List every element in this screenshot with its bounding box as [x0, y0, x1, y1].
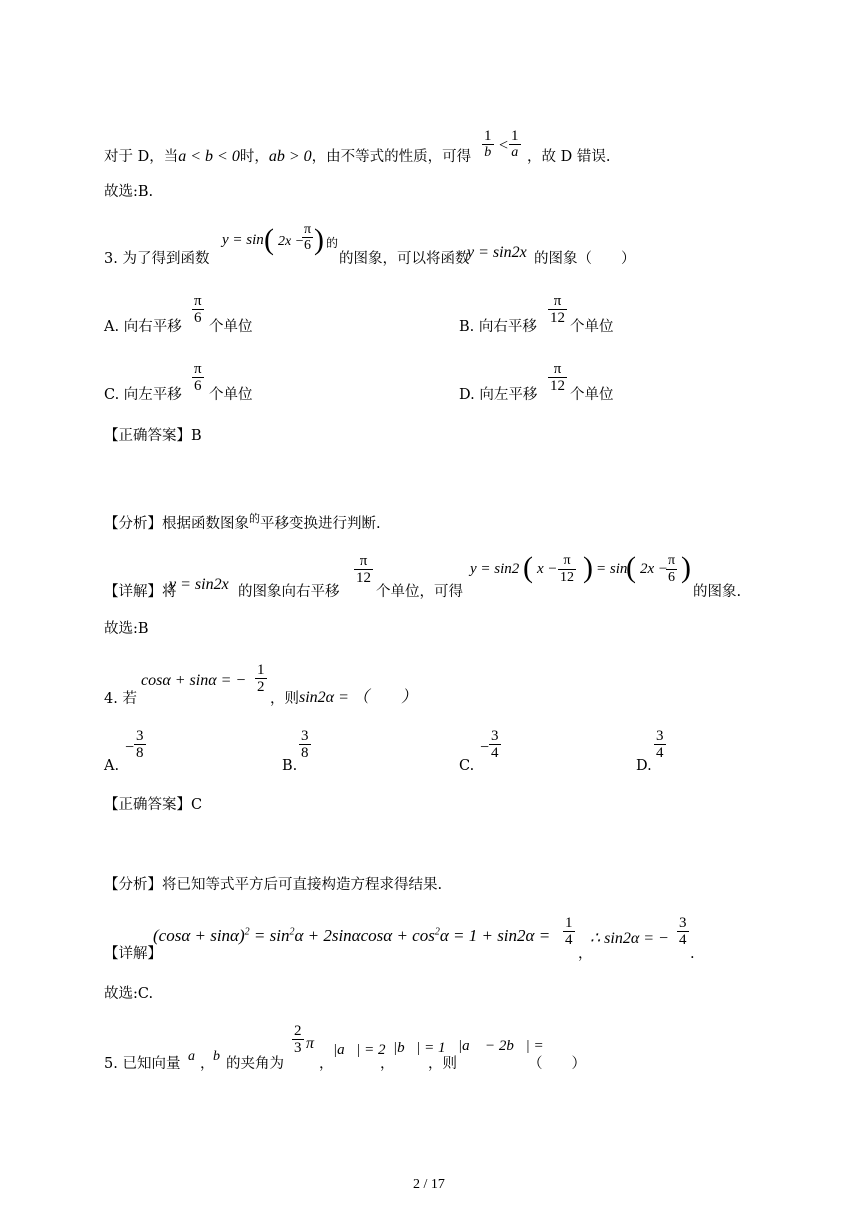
- fraction-1-over-a: 1 a: [511, 128, 519, 160]
- q4-option-d[interactable]: D.: [636, 758, 652, 774]
- formula: ∴ sin2α = −: [590, 930, 669, 947]
- text: 个单位: [570, 387, 614, 403]
- norm-a: |a⃗| = 2: [333, 1042, 386, 1058]
- page-number: 2 / 17: [413, 1177, 445, 1192]
- fraction-3-4: 3 4: [679, 915, 687, 948]
- formula: = sin: [596, 561, 628, 577]
- formula: y = sin2x: [169, 576, 229, 593]
- vector-a: a⃗: [188, 1049, 206, 1064]
- text: ，则: [428, 1056, 457, 1072]
- q3-option-d[interactable]: D. 向左平移: [459, 387, 538, 403]
- text: 个单位: [209, 387, 253, 403]
- text: 的图象（ ）: [534, 251, 636, 267]
- fraction: 3 8: [301, 728, 309, 761]
- text: .: [690, 946, 695, 962]
- q4-option-c[interactable]: C.: [459, 758, 475, 774]
- minus: −: [125, 739, 135, 756]
- text: ，故 D 错误.: [527, 149, 611, 165]
- paren-right: ): [583, 551, 593, 584]
- text: 的夹角为: [226, 1056, 284, 1072]
- q3-answer: 【正确答案】B: [104, 428, 202, 444]
- q3-detail: 【详解】将: [104, 584, 177, 600]
- pi: π: [306, 1035, 315, 1052]
- text: ，: [578, 946, 593, 962]
- text: 的图象，可以将函数: [339, 251, 470, 267]
- text: ，: [200, 1056, 215, 1072]
- formula: sin2α = （ ）: [299, 689, 417, 706]
- q3-option-b[interactable]: B. 向右平移: [459, 319, 537, 335]
- text: 个单位: [209, 319, 253, 335]
- math: a < b < 0: [178, 148, 240, 165]
- formula: cosα + sinα = −: [141, 672, 247, 689]
- vector-b: b⃗: [213, 1049, 231, 1064]
- math: ab > 0: [268, 148, 312, 165]
- fraction-1-over-b: 1 b: [484, 128, 492, 160]
- less-than: <: [499, 137, 509, 154]
- fraction: π 6: [194, 361, 202, 394]
- formula: y = sin: [222, 232, 264, 248]
- text: 的图象.: [693, 584, 742, 600]
- text: 时，: [239, 149, 269, 165]
- text: ，则: [270, 691, 299, 707]
- text: 的: [326, 236, 339, 250]
- paren-left: (: [264, 223, 274, 256]
- q4-detail-tag: 【详解】: [104, 946, 162, 962]
- choose-line: 故选:B: [104, 621, 149, 637]
- q3-stem: 3. 为了得到函数: [104, 251, 210, 267]
- fraction-pi-12: π 12: [356, 553, 371, 586]
- formula: y = sin2x: [467, 244, 527, 261]
- paren-right: ): [314, 223, 324, 256]
- fraction-pi-6: π 6: [668, 553, 676, 585]
- text: （ ）: [528, 1056, 586, 1072]
- text: ，由不等式的性质，可得: [311, 149, 472, 165]
- fraction: 3 8: [136, 728, 144, 761]
- text: 个单位: [570, 319, 614, 335]
- q3-analysis: 【分析】根据函数图象$^的$平移变换进行判断.: [104, 512, 381, 532]
- q4-option-b[interactable]: B.: [282, 758, 298, 774]
- minus: −: [480, 739, 490, 756]
- text: 对于 D，当: [104, 149, 179, 165]
- formula: y = sin2: [470, 561, 520, 577]
- formula: 2x −: [278, 234, 305, 249]
- text: 的图象向右平移: [238, 584, 340, 600]
- paren-left: (: [626, 551, 636, 584]
- choose-line: 故选:B.: [104, 184, 154, 200]
- option-d-reasoning: [104, 148, 471, 166]
- fraction: π 12: [550, 361, 565, 394]
- norm-b: |b⃗| = 1: [393, 1040, 446, 1056]
- formula: x −: [537, 561, 558, 577]
- fraction: 3 4: [656, 728, 664, 761]
- q4-answer: 【正确答案】C: [104, 797, 203, 813]
- fraction-1-2: 1 2: [257, 662, 265, 695]
- choose-line: 故选:C.: [104, 986, 154, 1002]
- q4-analysis: 【分析】将已知等式平方后可直接构造方程求得结果.: [104, 877, 443, 893]
- expression: |a⃗ − 2b⃗| =: [458, 1038, 544, 1054]
- fraction: π 6: [194, 293, 202, 326]
- q4-option-a[interactable]: A.: [104, 758, 120, 774]
- q3-option-c[interactable]: C. 向左平移: [104, 387, 182, 403]
- fraction-1-4: 1 4: [565, 915, 573, 948]
- text: ，: [380, 1056, 395, 1072]
- q4-detail-formula: $(\cos\alpha + \sin\alpha)^2 = \sin^2\alpha + 2\sin\alpha\cos\alpha + \cos^2\alpha = 1 + \sin 2\alpha$ =: [153, 926, 551, 945]
- paren-right: ): [681, 551, 691, 584]
- fraction: 3 4: [491, 728, 499, 761]
- formula: 2x −: [640, 561, 669, 577]
- fraction: π 12: [550, 293, 565, 326]
- fraction-pi-12: π 12: [560, 553, 574, 585]
- q3-option-a[interactable]: A. 向右平移: [104, 319, 182, 335]
- text: 个单位，可得: [376, 584, 463, 600]
- fraction-2-3: 2 3: [294, 1023, 302, 1056]
- paren-left: (: [523, 551, 533, 584]
- fraction-pi-6: π 6: [304, 222, 312, 253]
- text: ，: [319, 1056, 334, 1072]
- q5-stem: 5. 已知向量: [104, 1056, 181, 1072]
- q4-stem: 4. 若: [104, 691, 137, 707]
